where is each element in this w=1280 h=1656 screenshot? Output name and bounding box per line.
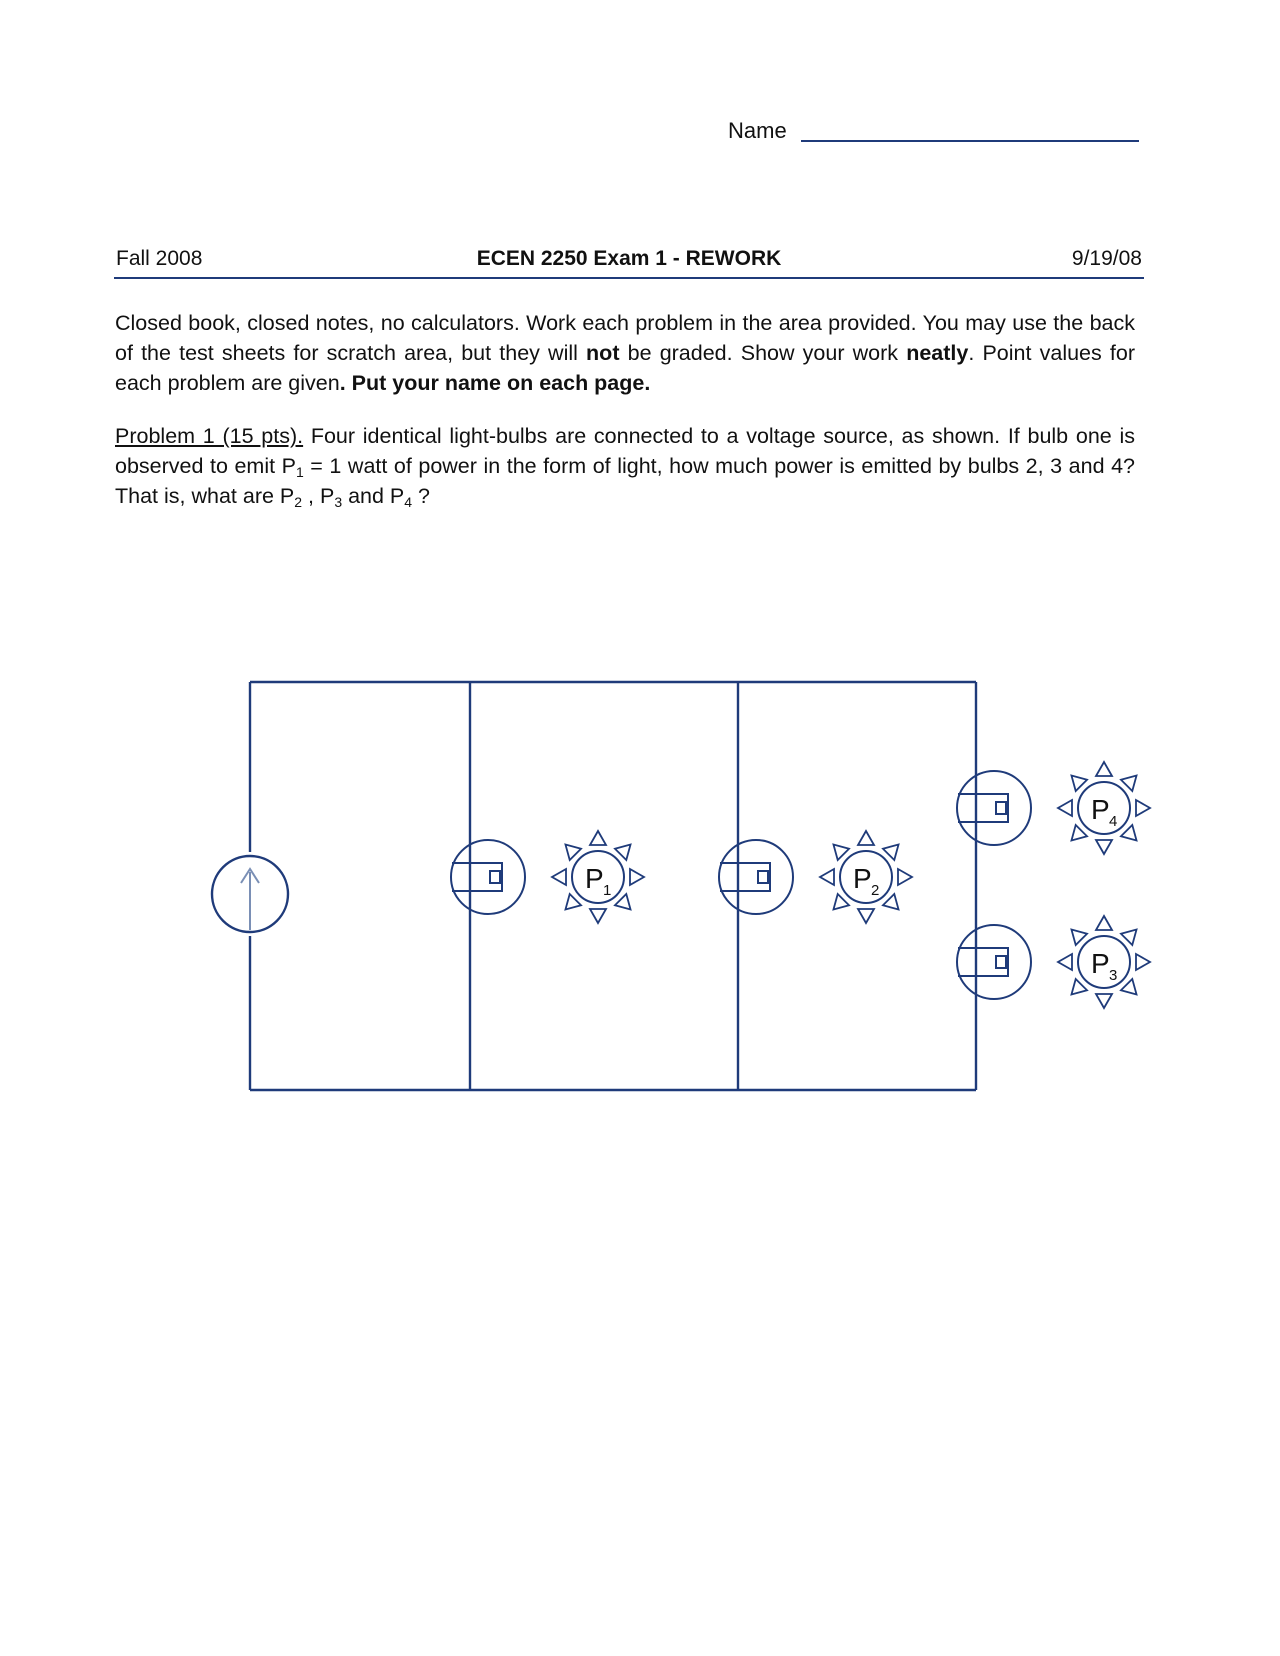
subscript: 1 — [295, 464, 304, 480]
instructions-text: Closed book, closed notes, no calculators. Work each problem in the area provided. You may use the back of the test sheets for scratch area, but they will — [115, 311, 1135, 365]
light-ray — [1136, 954, 1150, 970]
light-ray — [1121, 825, 1137, 841]
problem-text: ? — [412, 484, 431, 508]
bulb-filament — [758, 871, 768, 883]
light-ray — [883, 894, 899, 910]
source-arrow-icon — [241, 869, 259, 930]
bulb-base — [452, 863, 502, 891]
bulb-label-subscript: 3 — [1109, 967, 1118, 984]
light-ray — [1071, 825, 1087, 841]
problem-text: and P — [342, 484, 405, 508]
bulb-socket — [957, 925, 1031, 999]
problem-text: Four identical light-bulbs are connected to a voltage source, as shown. If bulb one is observed to emit P — [115, 424, 1136, 478]
light-ray — [1096, 916, 1112, 930]
name-label: Name — [728, 118, 787, 143]
source — [212, 856, 288, 932]
problem-text: , P — [302, 484, 335, 508]
light-ray — [1121, 775, 1137, 791]
light-ray — [1058, 954, 1072, 970]
bulb-label: P — [1091, 794, 1110, 825]
light-ray — [590, 831, 606, 845]
bulb-label: P — [1091, 948, 1110, 979]
bulb-label-subscript: 4 — [1109, 813, 1118, 830]
problem-heading: Problem 1 (15 pts). — [115, 424, 304, 448]
light-ray — [1071, 929, 1087, 945]
light-ray — [883, 844, 899, 860]
light-ray — [630, 869, 644, 885]
bulb-label-subscript: 2 — [871, 882, 880, 899]
light-ray — [1071, 775, 1087, 791]
light-ray — [615, 894, 631, 910]
light-ray — [1121, 929, 1137, 945]
subscript: 4 — [404, 494, 413, 510]
bulb-2 — [719, 831, 912, 923]
bulb-base — [958, 948, 1008, 976]
instructions-bold-not: not — [586, 341, 620, 365]
subscript: 2 — [294, 494, 303, 510]
light-ray — [1071, 979, 1087, 995]
instructions-bold-name: . Put your name on each page. — [339, 371, 651, 395]
instructions-text: . Point values for each problem are given — [115, 341, 1135, 395]
light-ray — [565, 894, 581, 910]
light-ray — [1096, 840, 1112, 854]
light-ray — [615, 844, 631, 860]
bulb-socket — [451, 840, 525, 914]
bulb-3 — [957, 916, 1150, 1008]
subscript: 3 — [334, 494, 343, 510]
bulb-filament — [996, 956, 1006, 968]
bulb-base — [720, 863, 770, 891]
light-ray — [1096, 994, 1112, 1008]
light-ray — [833, 844, 849, 860]
light-ray — [898, 869, 912, 885]
light-ray — [1136, 800, 1150, 816]
exam-date: 9/19/08 — [1071, 247, 1142, 270]
light-ray — [565, 844, 581, 860]
bulb-label: P — [585, 863, 604, 894]
instructions-bold-neatly: neatly — [906, 341, 969, 365]
light-ray — [858, 831, 874, 845]
bulb-4 — [957, 762, 1150, 854]
instructions-text: be graded. Show your work — [619, 341, 907, 365]
light-ray — [833, 894, 849, 910]
semester: Fall 2008 — [116, 247, 203, 270]
exam-title: ECEN 2250 Exam 1 - REWORK — [476, 247, 782, 270]
bulb-1 — [451, 831, 644, 923]
bulb-socket — [719, 840, 793, 914]
light-ray — [590, 909, 606, 923]
light-ray — [820, 869, 834, 885]
light-ray — [552, 869, 566, 885]
bulb-filament — [996, 802, 1006, 814]
bulb-base — [958, 794, 1008, 822]
light-ray — [1121, 979, 1137, 995]
light-ray — [858, 909, 874, 923]
light-ray — [1096, 762, 1112, 776]
bulb-filament — [490, 871, 500, 883]
problem-text: = 1 watt of power in the form of light, how much power is emitted by bulbs 2, 3 and 4? That is, what are P — [115, 454, 1135, 508]
light-ray — [1058, 800, 1072, 816]
bulb-socket — [957, 771, 1031, 845]
bulb-label: P — [853, 863, 872, 894]
bulb-label-subscript: 1 — [603, 882, 612, 899]
